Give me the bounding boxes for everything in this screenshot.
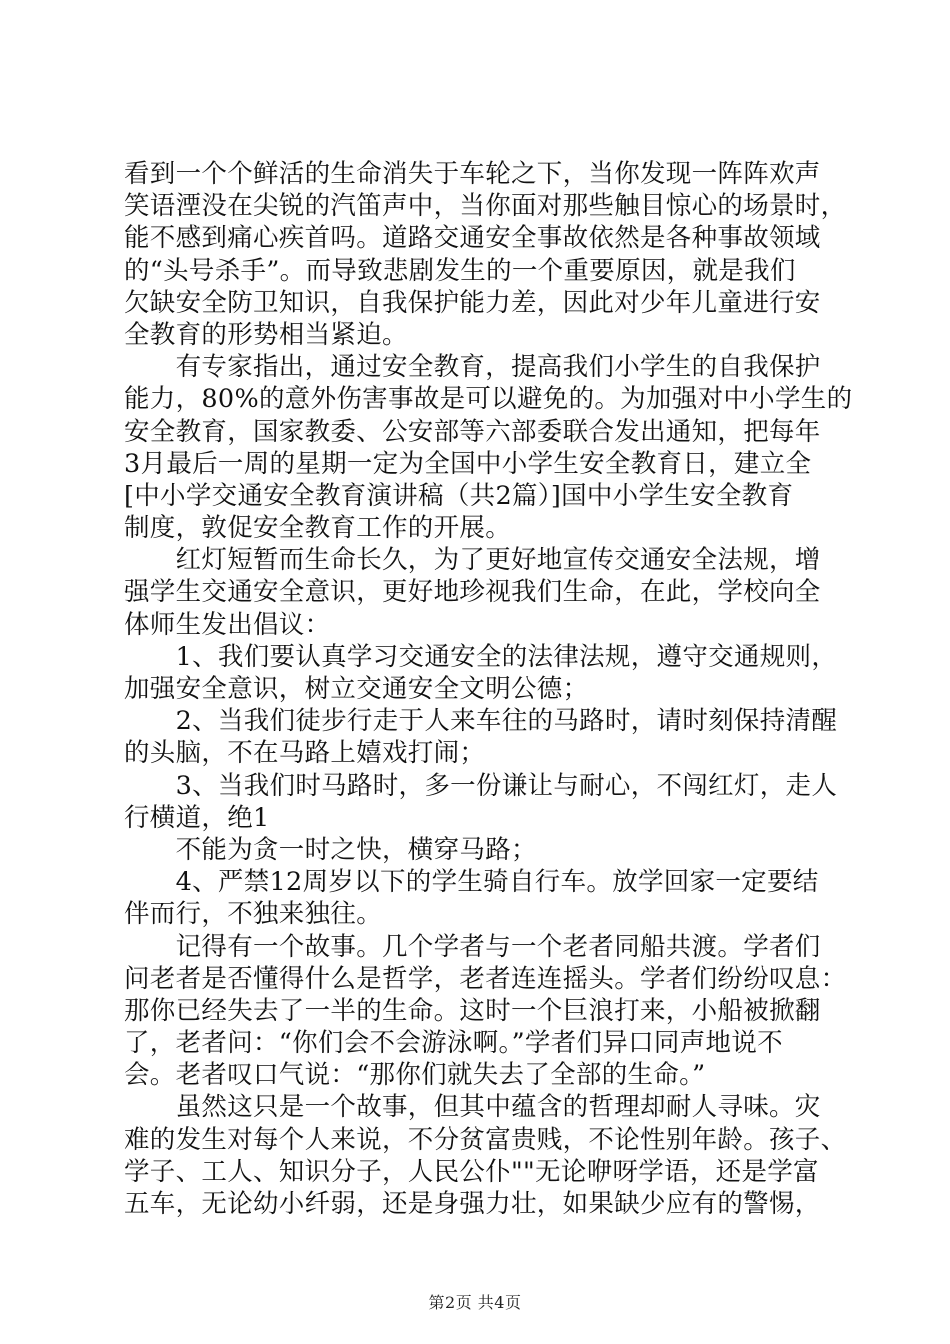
text-line: 红灯短暂而生命长久，为了更好地宣传交通安全法规，增 bbox=[124, 545, 821, 576]
text-line: 难的发生对每个人来说，不分贫富贵贱，不论性别年龄。孩子、 bbox=[124, 1124, 847, 1155]
text-line: 2、当我们徒步行走于人来车往的马路时，请时刻保持清醒 bbox=[124, 706, 838, 737]
text-line: 4、严禁12周岁以下的学生骑自行车。放学回家一定要结 bbox=[124, 867, 819, 898]
text-line: 会。老者叹口气说：“那你们就失去了全部的生命。” bbox=[124, 1060, 706, 1091]
text-line: 体师生发出倡议： bbox=[124, 609, 331, 640]
text-line: 制度，敦促安全教育工作的开展。 bbox=[124, 513, 512, 544]
text-line: 的“头号杀手”。而导致悲剧发生的一个重要原因，就是我们 bbox=[124, 255, 796, 286]
text-line: 伴而行，不独来独往。 bbox=[124, 899, 383, 930]
text-line: 强学生交通安全意识，更好地珍视我们生命，在此，学校向全 bbox=[124, 577, 821, 608]
text-line: 加强安全意识，树立交通安全文明公德； bbox=[124, 674, 589, 704]
document-body bbox=[124, 158, 853, 1220]
text-line: 记得有一个故事。几个学者与一个老者同船共渡。学者们 bbox=[124, 931, 821, 962]
text-line: 能力，80%的意外伤害事故是可以避免的。为加强对中小学生的 bbox=[124, 384, 853, 415]
text-line: [中小学交通安全教育演讲稿（共2篇）]国中小学生安全教育 bbox=[124, 480, 794, 511]
text-line: 笑语湮没在尖锐的汽笛声中，当你面对那些触目惊心的场景时， bbox=[124, 191, 847, 222]
text-line: 看到一个个鲜活的生命消失于车轮之下，当你发现一阵阵欢声 bbox=[124, 159, 821, 189]
text-line: 了，老者问：“你们会不会游泳啊。”学者们异口同声地说不 bbox=[124, 1028, 783, 1059]
text-line: 1、我们要认真学习交通安全的法律法规，遵守交通规则， bbox=[124, 641, 838, 672]
text-line: 虽然这只是一个故事，但其中蕴含的哲理却耐人寻味。灾 bbox=[124, 1092, 821, 1123]
page-footer: 第2页 共4页 bbox=[428, 1293, 522, 1312]
text-line: 能不感到痛心疾首吗。道路交通安全事故依然是各种事故领域 bbox=[124, 223, 821, 254]
text-line: 行横道，绝1 bbox=[124, 802, 270, 833]
text-line: 不能为贪一时之快，横穿马路； bbox=[124, 834, 537, 865]
text-line: 有专家指出，通过安全教育，提高我们小学生的自我保护 bbox=[124, 352, 821, 383]
text-line: 欠缺安全防卫知识，自我保护能力差，因此对少年儿童进行安 bbox=[124, 287, 821, 318]
text-line: 的头脑，不在马路上嬉戏打闹； bbox=[124, 738, 486, 769]
text-line: 3月最后一周的星期一定为全国中小学生安全教育日，建立全 bbox=[124, 448, 812, 479]
text-line: 全教育的形势相当紧迫。 bbox=[124, 319, 408, 350]
text-line: 学子、工人、知识分子，人民公仆""无论咿呀学语，还是学富 bbox=[124, 1156, 819, 1187]
text-line: 五车，无论幼小纤弱，还是身强力壮，如果缺少应有的警惕， bbox=[124, 1189, 821, 1219]
text-line: 安全教育，国家教委、公安部等六部委联合发出通知，把每年 bbox=[124, 416, 821, 447]
text-line: 那你已经失去了一半的生命。这时一个巨浪打来，小船被掀翻 bbox=[124, 995, 821, 1026]
text-line: 问老者是否懂得什么是哲学，老者连连摇头。学者们纷纷叹息： bbox=[124, 963, 847, 994]
text-line: 3、当我们时马路时，多一份谦让与耐心，不闯红灯，走人 bbox=[124, 770, 838, 801]
